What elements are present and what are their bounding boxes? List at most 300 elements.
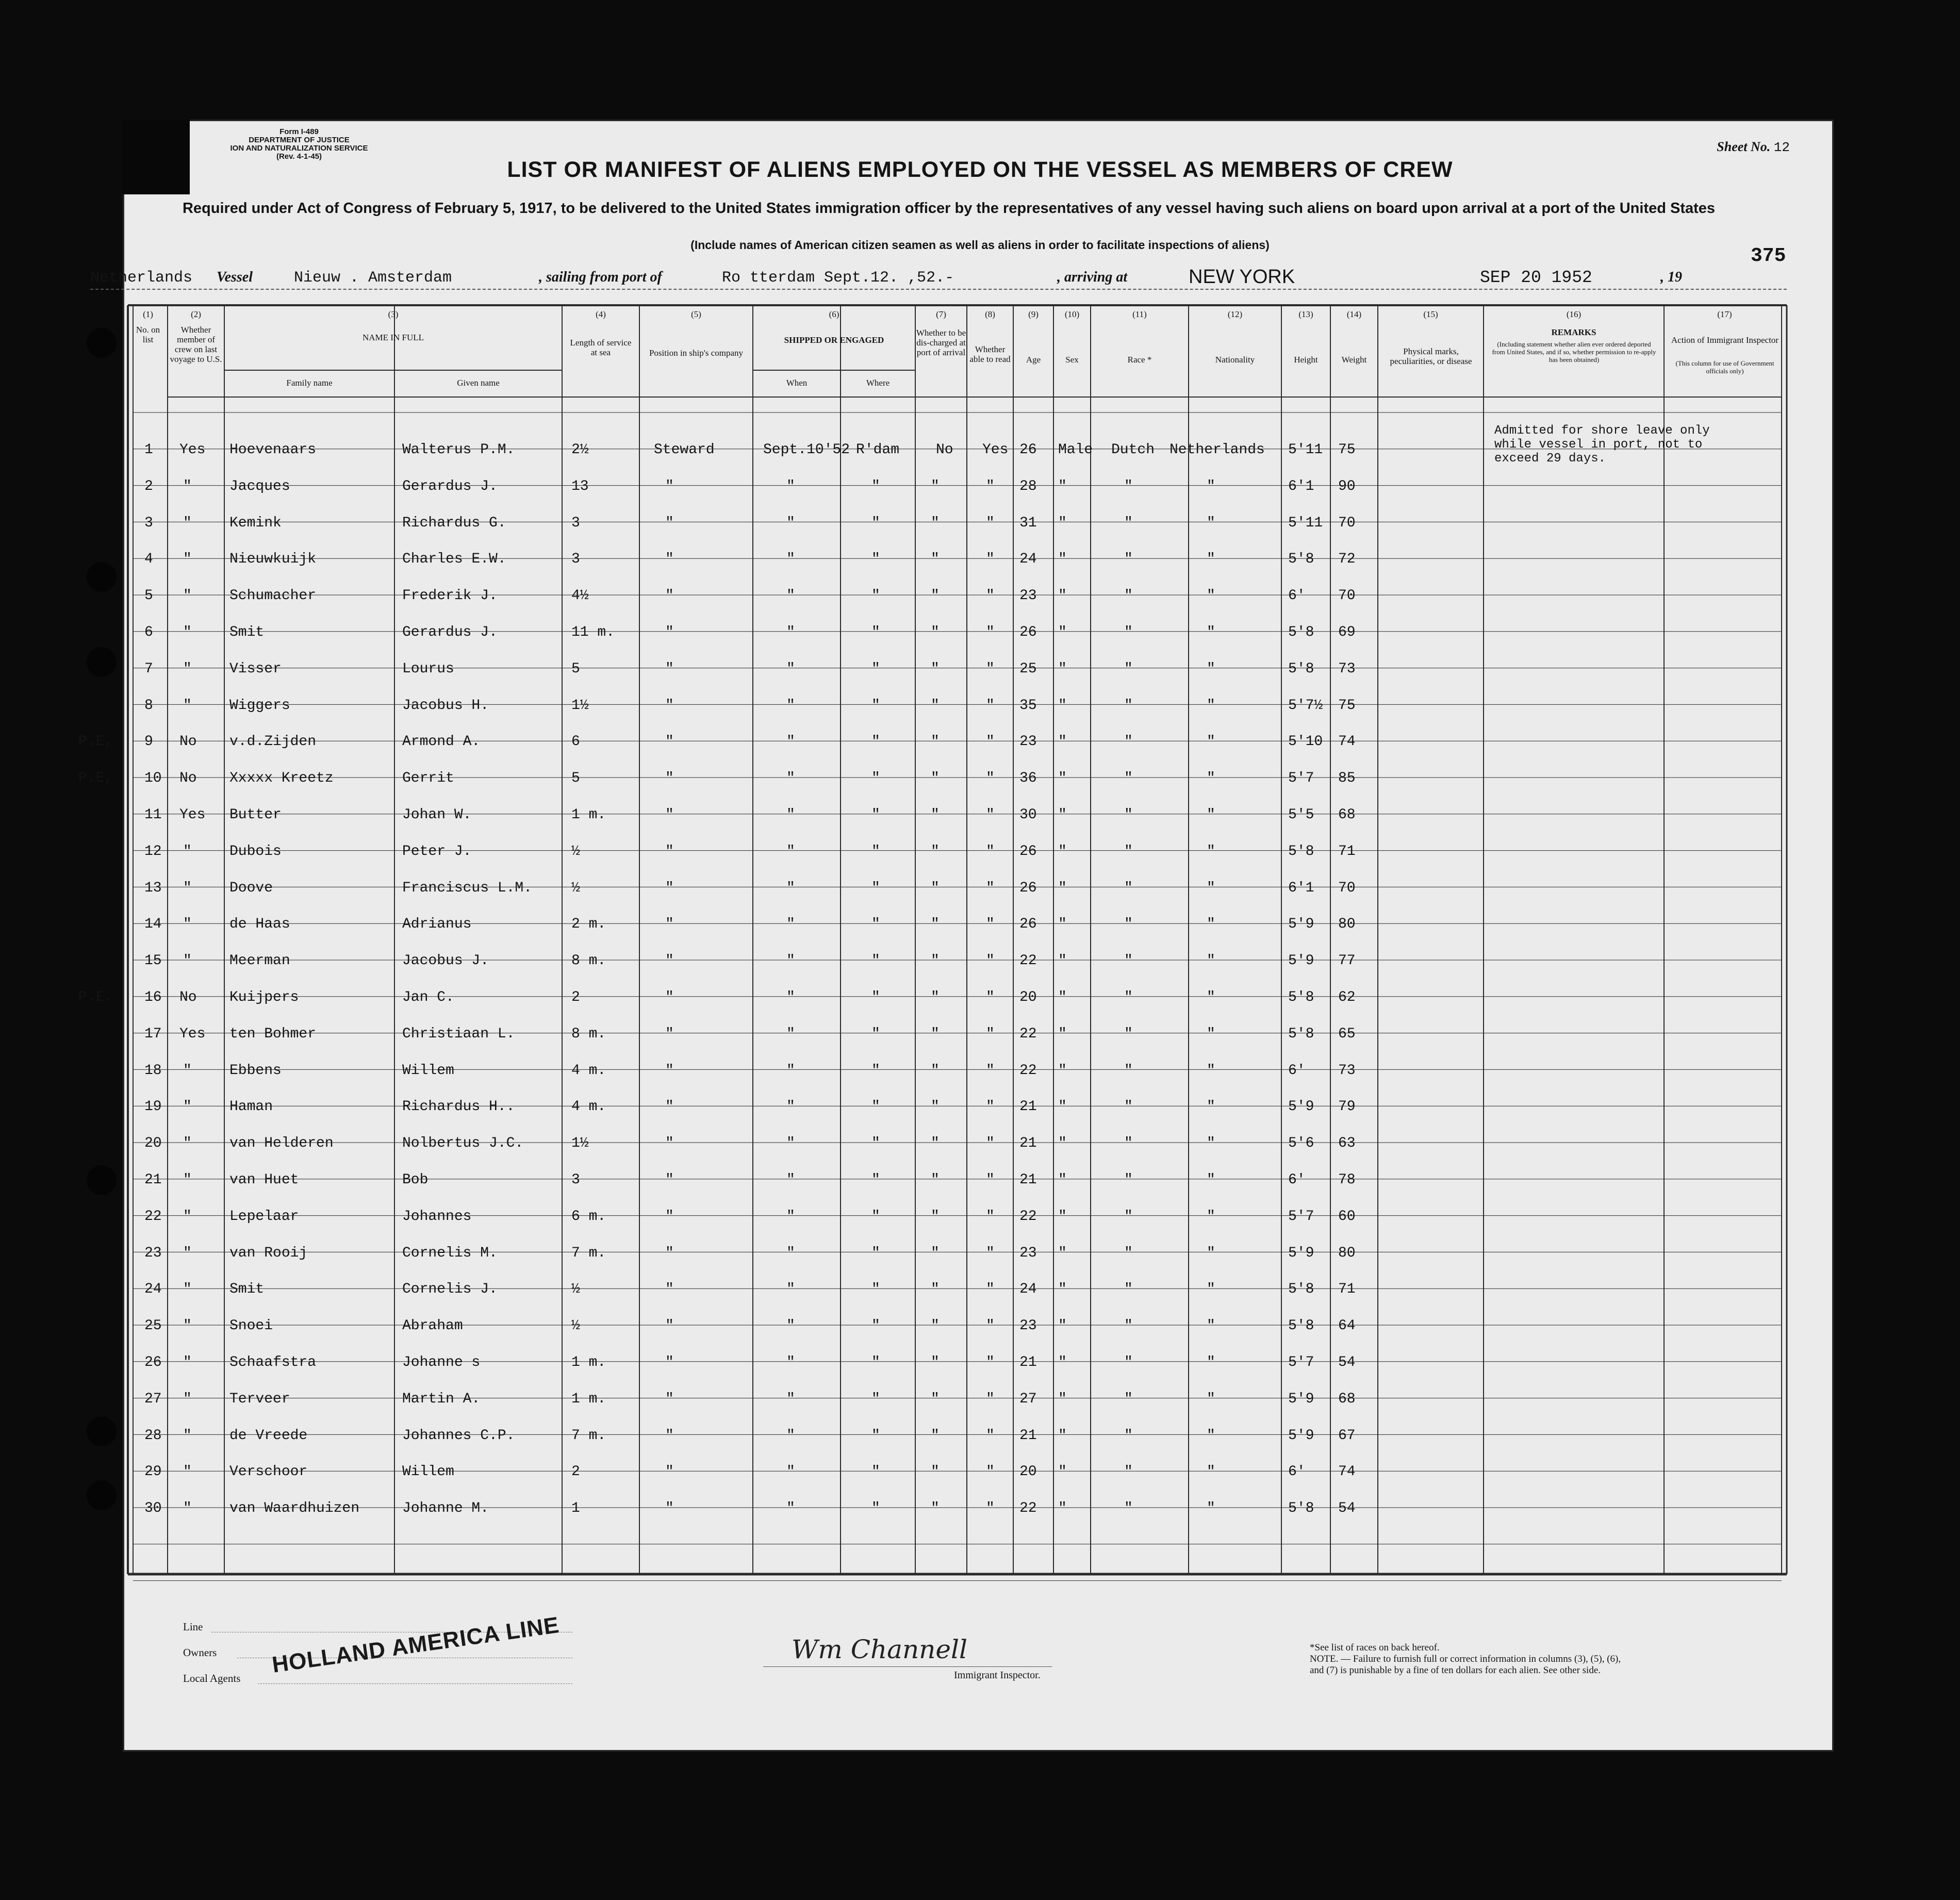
family-name: ten Bohmer bbox=[229, 1026, 317, 1042]
sex: " bbox=[1058, 1099, 1067, 1115]
service-length: 7 m. bbox=[571, 1245, 606, 1261]
service-length: 3 bbox=[571, 551, 580, 568]
shipped-where: " bbox=[871, 478, 880, 494]
shipped-when: " bbox=[786, 770, 795, 787]
shipped-when: " bbox=[786, 697, 795, 714]
able-to-read: " bbox=[986, 1026, 995, 1042]
race: " bbox=[1124, 734, 1133, 750]
row-number: 5 bbox=[144, 588, 153, 604]
service-length: 5 bbox=[571, 770, 580, 787]
age: 21 bbox=[1019, 1427, 1037, 1444]
shipped-when: " bbox=[786, 953, 795, 969]
able-to-read: " bbox=[986, 624, 995, 640]
weight: 75 bbox=[1338, 442, 1356, 458]
shipped-where: " bbox=[871, 1062, 880, 1079]
shipped-when: " bbox=[786, 660, 795, 677]
sex: " bbox=[1058, 1427, 1067, 1444]
able-to-read: " bbox=[986, 1208, 995, 1225]
position: " bbox=[665, 660, 674, 677]
shipped-where: " bbox=[871, 660, 880, 677]
row-prefix: P.E, bbox=[78, 770, 113, 787]
nationality: " bbox=[1207, 551, 1215, 568]
shipped-when: " bbox=[786, 1281, 795, 1298]
shipped-where: " bbox=[871, 989, 880, 1005]
nationality: " bbox=[1207, 1318, 1215, 1334]
shipped-where: " bbox=[871, 1099, 880, 1115]
shipped-when: " bbox=[786, 1062, 795, 1079]
nationality: " bbox=[1207, 588, 1215, 604]
col-num: (16) bbox=[1566, 309, 1582, 319]
given-name: Martin A. bbox=[402, 1391, 481, 1407]
col-header-shipped: SHIPPED OR ENGAGED bbox=[784, 335, 884, 345]
age: 31 bbox=[1019, 515, 1037, 531]
nationality: " bbox=[1207, 1208, 1215, 1225]
shipped-where: " bbox=[871, 697, 880, 714]
race: " bbox=[1124, 1500, 1133, 1517]
age: 26 bbox=[1019, 880, 1037, 896]
sex: " bbox=[1058, 1245, 1067, 1261]
family-name: Terveer bbox=[229, 1391, 290, 1407]
service-length: 2½ bbox=[571, 442, 589, 458]
service-length: 1 m. bbox=[571, 1391, 606, 1407]
height: 6' bbox=[1288, 1464, 1306, 1480]
sex: " bbox=[1058, 1464, 1067, 1480]
height: 5'9 bbox=[1288, 1391, 1314, 1407]
shipped-where: " bbox=[871, 1391, 880, 1407]
sex: " bbox=[1058, 880, 1067, 896]
service-length: ½ bbox=[571, 843, 580, 860]
discharged: " bbox=[931, 588, 940, 604]
crew-flag: " bbox=[183, 1281, 192, 1298]
sex: " bbox=[1058, 1391, 1067, 1407]
crew-flag: " bbox=[183, 1464, 192, 1480]
position: " bbox=[665, 697, 674, 714]
weight: 80 bbox=[1338, 1245, 1356, 1261]
age: 28 bbox=[1019, 478, 1037, 494]
age: 22 bbox=[1019, 1500, 1037, 1517]
crew-flag: " bbox=[183, 1208, 192, 1225]
age: 21 bbox=[1019, 1172, 1037, 1188]
shipped-where: " bbox=[871, 515, 880, 531]
able-to-read: " bbox=[986, 1464, 995, 1480]
given-name: Cornelis M. bbox=[402, 1245, 498, 1261]
include-note: (Include names of American citizen seamen as well as aliens in order to facilitate inspections of aliens) bbox=[690, 238, 1270, 252]
crew-flag: " bbox=[183, 624, 192, 640]
row-number: 19 bbox=[144, 1099, 162, 1115]
col-num: (11) bbox=[1132, 309, 1147, 319]
shipped-when: " bbox=[786, 1208, 795, 1225]
row-number: 1 bbox=[144, 442, 153, 458]
height: 5'11 bbox=[1288, 515, 1323, 531]
given-name: Gerardus J. bbox=[402, 624, 498, 640]
weight: 68 bbox=[1338, 807, 1356, 823]
col-header-remarks: REMARKS bbox=[1551, 327, 1596, 337]
nationality: " bbox=[1207, 843, 1215, 860]
shipped-when: " bbox=[786, 478, 795, 494]
nationality: " bbox=[1207, 1135, 1215, 1152]
weight: 74 bbox=[1338, 1464, 1356, 1480]
nationality: " bbox=[1207, 807, 1215, 823]
sex: Male bbox=[1058, 442, 1093, 458]
row-number: 29 bbox=[144, 1464, 162, 1480]
given-name: Bob bbox=[402, 1172, 429, 1188]
nationality: " bbox=[1207, 1464, 1215, 1480]
arrival-port: NEW YORK bbox=[1189, 266, 1295, 288]
race: " bbox=[1124, 1172, 1133, 1188]
punch-hole bbox=[87, 647, 117, 677]
sex: " bbox=[1058, 1354, 1067, 1370]
sex: " bbox=[1058, 1026, 1067, 1042]
service-length: 6 bbox=[571, 734, 580, 750]
able-to-read: " bbox=[986, 734, 995, 750]
age: 20 bbox=[1019, 1464, 1037, 1480]
crew-flag: " bbox=[183, 551, 192, 568]
position: " bbox=[665, 770, 674, 787]
age: 25 bbox=[1019, 660, 1037, 677]
row-number: 6 bbox=[144, 624, 153, 640]
position: " bbox=[665, 734, 674, 750]
shipped-where: " bbox=[871, 1318, 880, 1334]
height: 5'8 bbox=[1288, 1500, 1314, 1517]
able-to-read: " bbox=[986, 1135, 995, 1152]
shipped-where: " bbox=[871, 1427, 880, 1444]
position: Steward bbox=[654, 442, 715, 458]
position: " bbox=[665, 1172, 674, 1188]
nationality: " bbox=[1207, 1500, 1215, 1517]
crew-flag: Yes bbox=[179, 442, 206, 458]
shipped-where: " bbox=[871, 734, 880, 750]
col-num: (3) bbox=[388, 309, 399, 319]
service-length: 4½ bbox=[571, 588, 589, 604]
given-name: Johanne M. bbox=[402, 1500, 489, 1517]
height: 5'10 bbox=[1288, 734, 1323, 750]
height: 6'1 bbox=[1288, 478, 1314, 494]
stamp-number: 375 bbox=[1751, 245, 1786, 267]
col-num: (14) bbox=[1346, 309, 1362, 319]
height: 5'8 bbox=[1288, 1281, 1314, 1298]
nationality: " bbox=[1207, 880, 1215, 896]
sailing-port: Ro tterdam Sept.12. ,52.- bbox=[722, 269, 954, 287]
row-number: 22 bbox=[144, 1208, 162, 1225]
family-name: Schaafstra bbox=[229, 1354, 317, 1370]
position: " bbox=[665, 1391, 674, 1407]
sex: " bbox=[1058, 551, 1067, 568]
discharged: " bbox=[931, 660, 940, 677]
given-name: Peter J. bbox=[402, 843, 472, 860]
form-rev: (Rev. 4-1-45) bbox=[276, 152, 322, 161]
given-name: Richardus H.. bbox=[402, 1099, 515, 1115]
col-header-discharged: Whether to be dis-charged at port of arrival bbox=[916, 328, 966, 357]
discharged: " bbox=[931, 1208, 940, 1225]
able-to-read: " bbox=[986, 1500, 995, 1517]
shipped-where: " bbox=[871, 880, 880, 896]
given-name: Johannes bbox=[402, 1208, 472, 1225]
family-name: Kemink bbox=[229, 515, 282, 531]
weight: 77 bbox=[1338, 953, 1356, 969]
nationality: " bbox=[1207, 697, 1215, 714]
shipped-where: " bbox=[871, 1281, 880, 1298]
height: 5'8 bbox=[1288, 989, 1314, 1005]
shipped-where: " bbox=[871, 1172, 880, 1188]
family-name: Schumacher bbox=[229, 588, 317, 604]
row-number: 26 bbox=[144, 1354, 162, 1370]
service-length: 13 bbox=[571, 478, 589, 494]
sex: " bbox=[1058, 1062, 1067, 1079]
col-num: (12) bbox=[1227, 309, 1243, 319]
crew-flag: " bbox=[183, 1354, 192, 1370]
sailing-label: , sailing from port of bbox=[539, 269, 662, 285]
able-to-read: " bbox=[986, 1062, 995, 1079]
remarks-block bbox=[1494, 424, 1710, 466]
given-name: Willem bbox=[402, 1062, 454, 1079]
family-name: Dubois bbox=[229, 843, 282, 860]
race: " bbox=[1124, 1464, 1133, 1480]
age: 22 bbox=[1019, 953, 1037, 969]
nationality: " bbox=[1207, 1062, 1215, 1079]
crew-flag: " bbox=[183, 588, 192, 604]
shipped-when: " bbox=[786, 1318, 795, 1334]
sex: " bbox=[1058, 1318, 1067, 1334]
service-length: 1½ bbox=[571, 1135, 589, 1152]
nationality: " bbox=[1207, 1427, 1215, 1444]
col-num: (1) bbox=[143, 309, 153, 319]
service-length: 1½ bbox=[571, 697, 589, 714]
col-header-family: Family name bbox=[286, 378, 333, 388]
crew-flag: " bbox=[183, 1172, 192, 1188]
able-to-read: " bbox=[986, 588, 995, 604]
height: 5'9 bbox=[1288, 953, 1314, 969]
race: " bbox=[1124, 551, 1133, 568]
row-number: 18 bbox=[144, 1062, 162, 1079]
shipped-when: " bbox=[786, 588, 795, 604]
sheet-value: 12 bbox=[1773, 140, 1790, 155]
weight: 60 bbox=[1338, 1208, 1356, 1225]
given-name: Johannes C.P. bbox=[402, 1427, 515, 1444]
position: " bbox=[665, 588, 674, 604]
service-length: 2 m. bbox=[571, 916, 606, 933]
crew-flag: " bbox=[183, 843, 192, 860]
shipped-where: R'dam bbox=[856, 442, 900, 458]
race: " bbox=[1124, 660, 1133, 677]
shipped-where: " bbox=[871, 843, 880, 860]
able-to-read: Yes bbox=[982, 442, 1009, 458]
crew-flag: " bbox=[183, 660, 192, 677]
crew-flag: " bbox=[183, 1318, 192, 1334]
shipped-when: " bbox=[786, 1172, 795, 1188]
crew-flag: Yes bbox=[179, 1026, 206, 1042]
shipped-where: " bbox=[871, 1245, 880, 1261]
height: 5'8 bbox=[1288, 551, 1314, 568]
position: " bbox=[665, 916, 674, 933]
service-length: 4 m. bbox=[571, 1062, 606, 1079]
able-to-read: " bbox=[986, 770, 995, 787]
agents-field bbox=[258, 1683, 572, 1684]
discharged: " bbox=[931, 953, 940, 969]
discharged: " bbox=[931, 624, 940, 640]
shipped-where: " bbox=[871, 1208, 880, 1225]
position: " bbox=[665, 1318, 674, 1334]
service-length: ½ bbox=[571, 1318, 580, 1334]
crew-flag: " bbox=[183, 1391, 192, 1407]
height: 6' bbox=[1288, 1172, 1306, 1188]
weight: 70 bbox=[1338, 588, 1356, 604]
discharged: " bbox=[931, 880, 940, 896]
shipped-where: " bbox=[871, 807, 880, 823]
weight: 74 bbox=[1338, 734, 1356, 750]
age: 26 bbox=[1019, 843, 1037, 860]
weight: 68 bbox=[1338, 1391, 1356, 1407]
position: " bbox=[665, 1062, 674, 1079]
weight: 65 bbox=[1338, 1026, 1356, 1042]
weight: 72 bbox=[1338, 551, 1356, 568]
col-header-crew: Whether member of crew on last voyage to U.S. bbox=[170, 325, 222, 364]
family-name: Ebbens bbox=[229, 1062, 282, 1079]
col-num: (6) bbox=[829, 309, 839, 319]
weight: 63 bbox=[1338, 1135, 1356, 1152]
discharged: " bbox=[931, 1464, 940, 1480]
nationality: " bbox=[1207, 770, 1215, 787]
race: " bbox=[1124, 807, 1133, 823]
age: 21 bbox=[1019, 1354, 1037, 1370]
row-number: 11 bbox=[144, 807, 162, 823]
given-name: Armond A. bbox=[402, 734, 481, 750]
sex: " bbox=[1058, 660, 1067, 677]
position: " bbox=[665, 989, 674, 1005]
shipped-where: " bbox=[871, 770, 880, 787]
family-name: van Rooij bbox=[229, 1245, 308, 1261]
nationality: " bbox=[1207, 1391, 1215, 1407]
able-to-read: " bbox=[986, 697, 995, 714]
given-name: Christiaan L. bbox=[402, 1026, 515, 1042]
able-to-read: " bbox=[986, 1427, 995, 1444]
row-number: 9 bbox=[144, 734, 153, 750]
position: " bbox=[665, 478, 674, 494]
remarks-line: while vessel in port, not to bbox=[1494, 438, 1703, 452]
crew-flag: " bbox=[183, 916, 192, 933]
col-header-sex: Sex bbox=[1065, 355, 1079, 365]
shipped-when: " bbox=[786, 1354, 795, 1370]
height: 5'8 bbox=[1288, 624, 1314, 640]
col-header-where: Where bbox=[866, 378, 890, 388]
row-number: 10 bbox=[144, 770, 162, 787]
position: " bbox=[665, 1500, 674, 1517]
race: " bbox=[1124, 1281, 1133, 1298]
row-number: 27 bbox=[144, 1391, 162, 1407]
given-name: Nolbertus J.C. bbox=[402, 1135, 524, 1152]
crew-flag: " bbox=[183, 1500, 192, 1517]
age: 24 bbox=[1019, 1281, 1037, 1298]
family-name: Snoei bbox=[229, 1318, 273, 1334]
discharged: " bbox=[931, 697, 940, 714]
sex: " bbox=[1058, 1172, 1067, 1188]
shipped-when: " bbox=[786, 1135, 795, 1152]
height: 5'6 bbox=[1288, 1135, 1314, 1152]
family-name: Doove bbox=[229, 880, 273, 896]
nationality: Netherlands bbox=[1170, 442, 1265, 458]
able-to-read: " bbox=[986, 807, 995, 823]
shipped-where: " bbox=[871, 1464, 880, 1480]
position: " bbox=[665, 953, 674, 969]
statute-text: Required under Act of Congress of February 5, 1917, to be delivered to the United States immigration officer by the representatives of any vessel having such aliens on board upon arrival at a port of the United States bbox=[182, 200, 1716, 217]
row-number: 17 bbox=[144, 1026, 162, 1042]
nationality: " bbox=[1207, 624, 1215, 640]
weight: 73 bbox=[1338, 1062, 1356, 1079]
col-header-given: Given name bbox=[457, 378, 500, 388]
nationality: " bbox=[1207, 1354, 1215, 1370]
given-name: Walterus P.M. bbox=[402, 442, 515, 458]
service-length: 3 bbox=[571, 515, 580, 531]
col-header-weight: Weight bbox=[1341, 355, 1367, 365]
discharged: " bbox=[931, 1026, 940, 1042]
able-to-read: " bbox=[986, 1354, 995, 1370]
crew-flag: No bbox=[179, 770, 197, 787]
position: " bbox=[665, 843, 674, 860]
able-to-read: " bbox=[986, 1099, 995, 1115]
height: 5'8 bbox=[1288, 1318, 1314, 1334]
family-name: Visser bbox=[229, 660, 282, 677]
line-label: Line bbox=[183, 1621, 203, 1633]
shipped-when: " bbox=[786, 880, 795, 896]
discharged: " bbox=[931, 1391, 940, 1407]
row-number: 30 bbox=[144, 1500, 162, 1517]
family-name: de Vreede bbox=[229, 1427, 308, 1444]
discharged: " bbox=[931, 1172, 940, 1188]
col-num: (4) bbox=[596, 309, 606, 319]
given-name: Richardus G. bbox=[402, 515, 506, 531]
age: 24 bbox=[1019, 551, 1037, 568]
crew-flag: " bbox=[183, 1062, 192, 1079]
family-name: Hoevenaars bbox=[229, 442, 317, 458]
age: 26 bbox=[1019, 916, 1037, 933]
sex: " bbox=[1058, 515, 1067, 531]
crew-flag: " bbox=[183, 880, 192, 896]
height: 5'9 bbox=[1288, 1099, 1314, 1115]
family-name: Butter bbox=[229, 807, 282, 823]
height: 6'1 bbox=[1288, 880, 1314, 896]
able-to-read: " bbox=[986, 551, 995, 568]
weight: 62 bbox=[1338, 989, 1356, 1005]
race: Dutch bbox=[1111, 442, 1155, 458]
discharged: " bbox=[931, 1135, 940, 1152]
sex: " bbox=[1058, 1208, 1067, 1225]
sex: " bbox=[1058, 478, 1067, 494]
age: 23 bbox=[1019, 1245, 1037, 1261]
service-length: 8 m. bbox=[571, 953, 606, 969]
given-name: Lourus bbox=[402, 660, 454, 677]
able-to-read: " bbox=[986, 660, 995, 677]
col-header-height: Height bbox=[1294, 355, 1318, 365]
service-length: 1 m. bbox=[571, 1354, 606, 1370]
crew-flag: " bbox=[183, 1245, 192, 1261]
col-num: (2) bbox=[191, 309, 201, 319]
discharged: No bbox=[936, 442, 953, 458]
able-to-read: " bbox=[986, 1391, 995, 1407]
vessel-flag: Netherlands bbox=[90, 269, 193, 287]
discharged: " bbox=[931, 1500, 940, 1517]
form-dept: DEPARTMENT OF JUSTICE bbox=[249, 136, 350, 144]
row-prefix: P.E. bbox=[78, 989, 113, 1005]
nationality: " bbox=[1207, 660, 1215, 677]
discharged: " bbox=[931, 770, 940, 787]
race: " bbox=[1124, 770, 1133, 787]
row-number: 16 bbox=[144, 989, 162, 1005]
age: 27 bbox=[1019, 1391, 1037, 1407]
race: " bbox=[1124, 588, 1133, 604]
family-name: Kuijpers bbox=[229, 989, 299, 1005]
nationality: " bbox=[1207, 1245, 1215, 1261]
row-number: 4 bbox=[144, 551, 153, 568]
row-number: 20 bbox=[144, 1135, 162, 1152]
